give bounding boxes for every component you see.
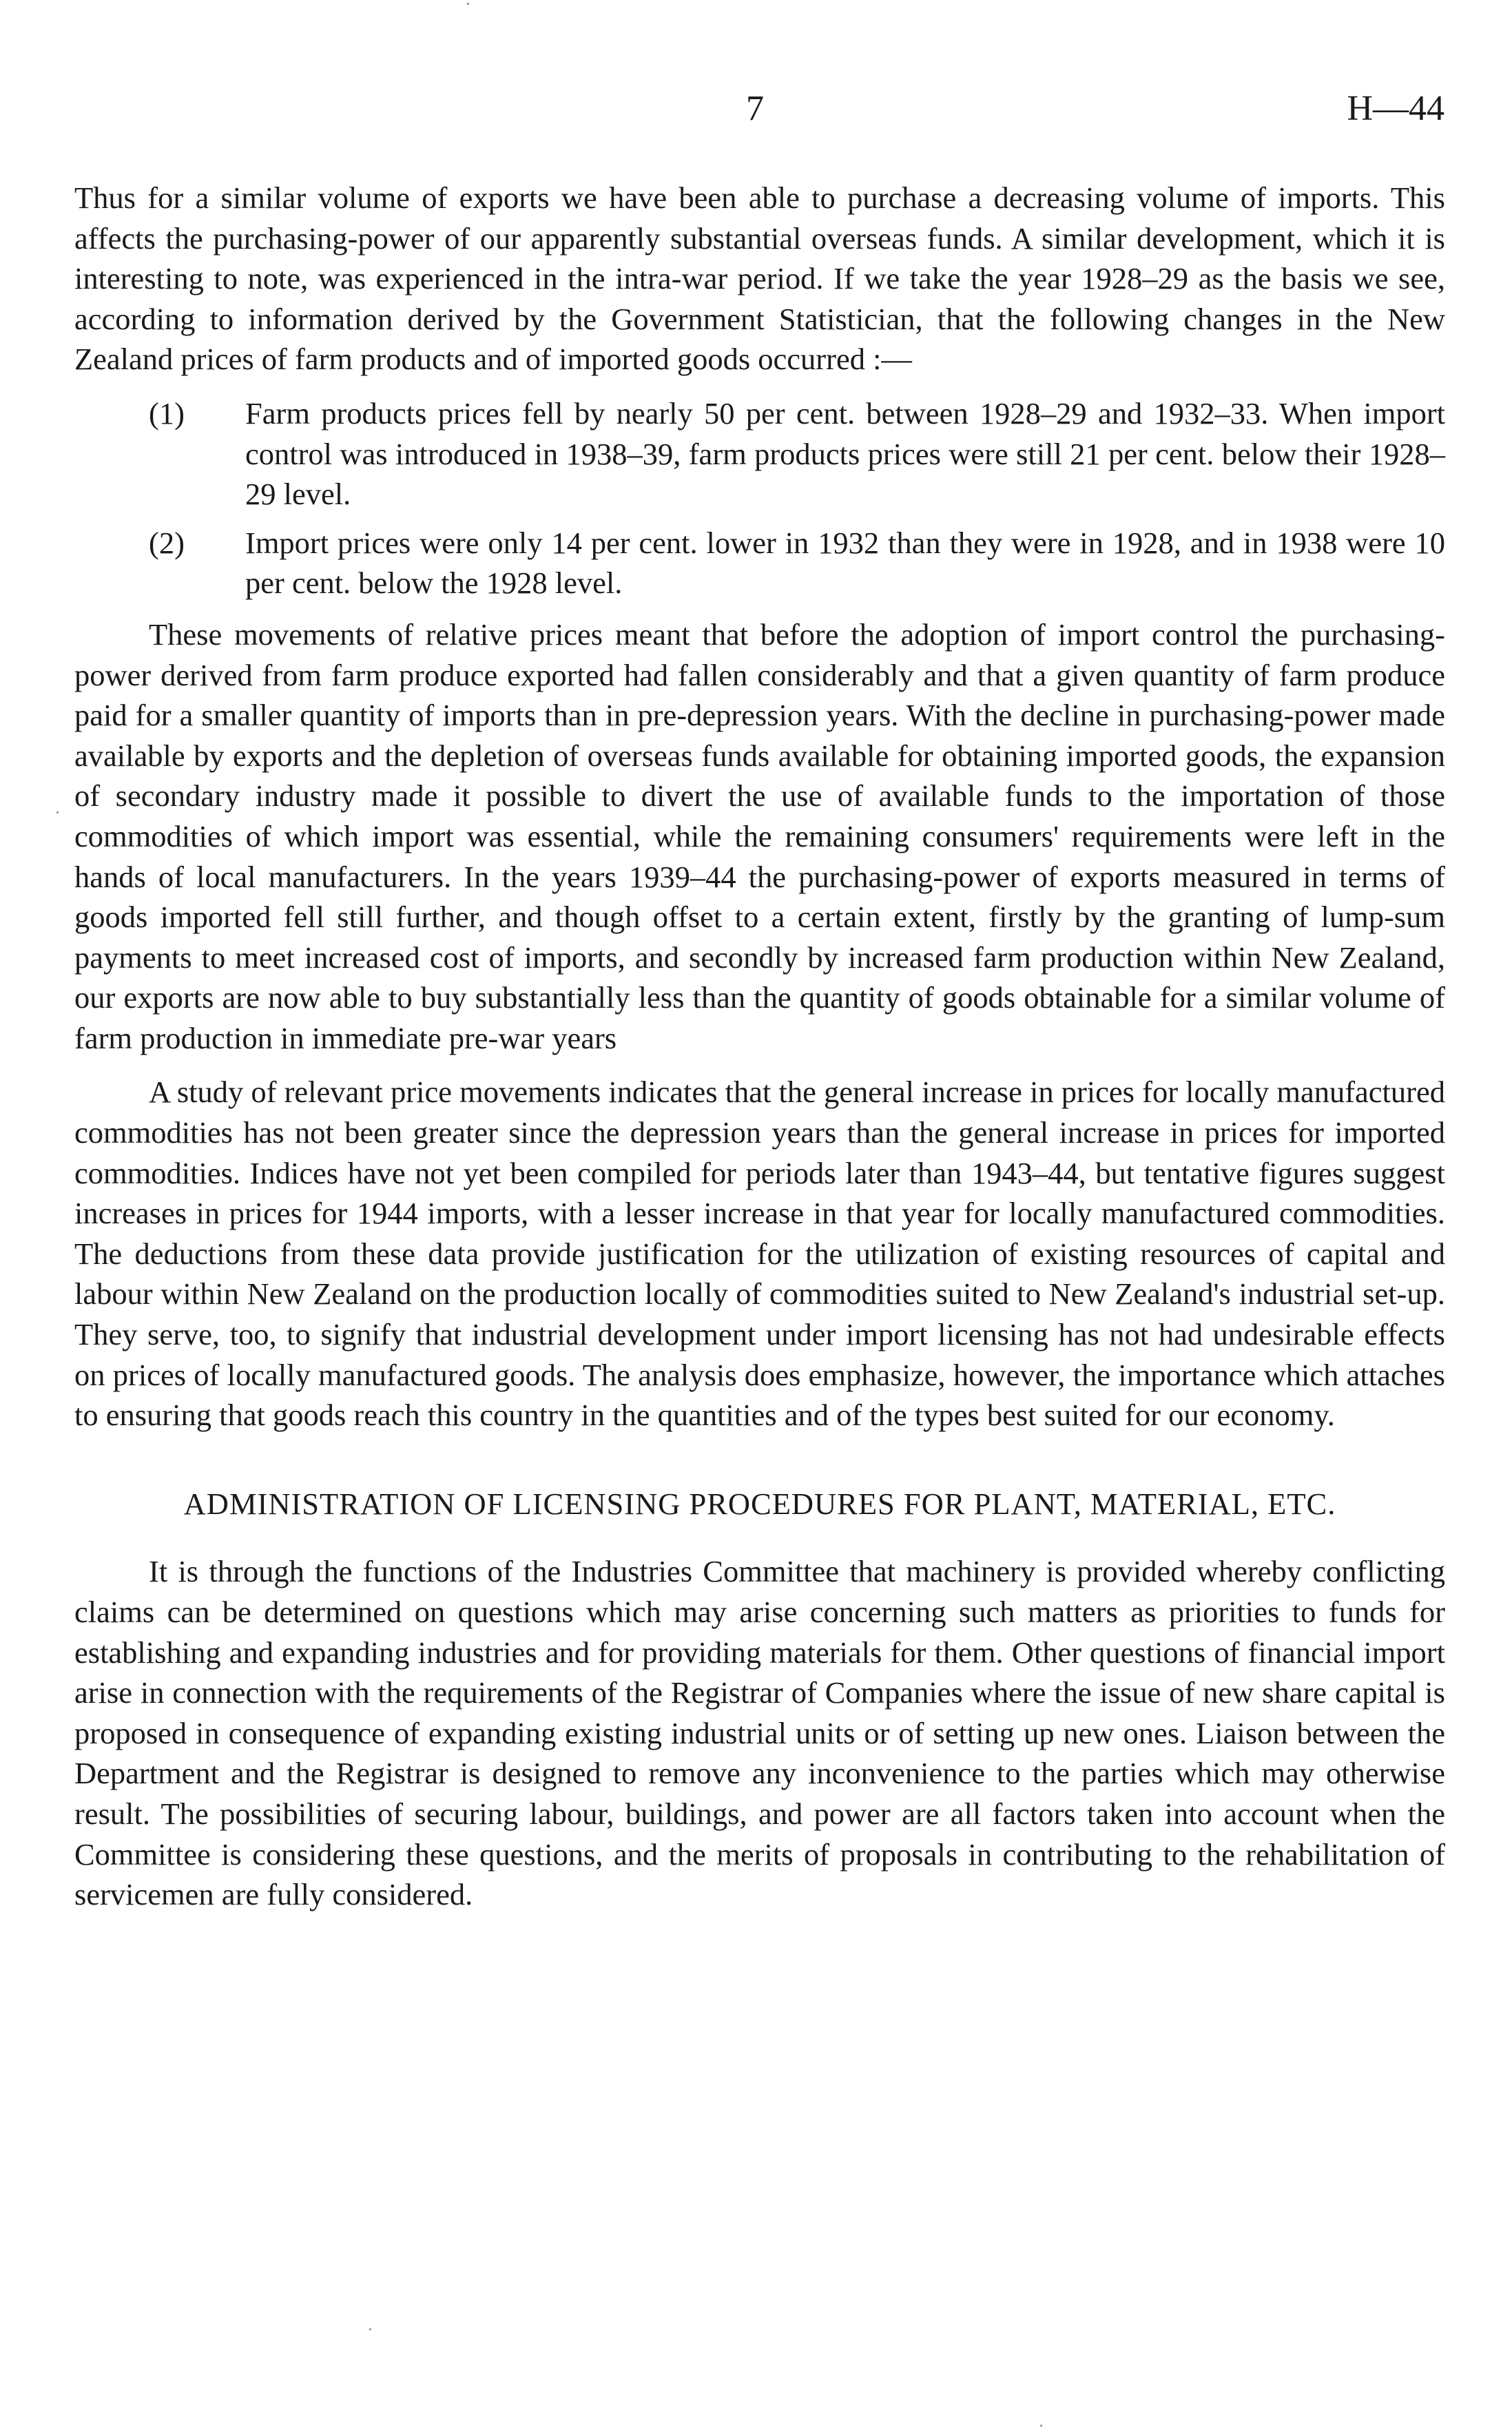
paragraph-industries-committee: It is through the functions of the Industries Committee that machinery is provided whereby conflicting claims can be determined on questions which may arise concerning such matters as priorities to funds for establishing and expanding industries and for providing materials for them. Other questions of financial import arise in connection with the requirements of the Registrar of Companies where the issue of new share capital is proposed in consequence of expanding existing industrial units or of setting up new ones. Liaison between the Department and the Registrar is designed to remove any inconvenience to the parties which may otherwise result. The possibilities of securing labour, buildings, and power are all factors taken into account when the Committee is considering these questions, and the merits of proposals in contributing to the rehabilitation of servicemen are fully considered. <box>74 1554 1445 1912</box>
document-reference: H—44 <box>1347 89 1444 128</box>
list-item-marker: (2) <box>149 525 185 560</box>
page-header <box>0 88 1512 136</box>
list-item-text: Farm products prices fell by nearly 50 per cent. between 1928–29 and 1932–33. When import control was introduced in 1938–39, farm products prices were still 21 per cent. below their 1928–29 level. <box>245 395 1445 512</box>
paragraph-price-movements: A study of relevant price movements indicates that the general increase in prices for locally manufactured commodities has not been greater since the depression years than the general increase in prices for imported commodities. Indices have not yet been compiled for periods later than 1943–44, but tentative figures suggest increases in prices for 1944 imports, with a lesser increase in that year for locally manufactured commodities. The deductions from these data provide justification for the utilization of existing resources of capital and labour within New Zealand on the production locally of commodities suited to New Zealand's industrial set-up. They serve, too, to signify that industrial development under import licensing has not had undesirable effects on prices of locally manufactured goods. The analysis does emphasize, however, the importance which attaches to ensuring that goods reach this country in the quantities and of the types best suited for our economy. <box>74 1075 1445 1433</box>
paragraph-relative-prices: These movements of relative prices meant that before the adoption of import control the purchasing-power derived from farm produce exported had fallen considerably and that a given quantity of farm produce paid for a smaller quantity of imports than in pre-depression years. With the decline in purchasing-power made available by exports and the depletion of overseas funds available for obtaining imported goods, the expansion of secondary industry made it possible to divert the use of available funds to the importation of those commodities of which import was essential, while the remaining consumers' requirements were left in the hands of local manufacturers. In the years 1939–44 the purchasing-power of exports measured in terms of goods imported fell still further, and though offset to a certain extent, firstly by the granting of lump-sum payments to meet increased cost of imports, and secondly by increased farm production within New Zealand, our exports are now able to buy substantially less than the quantity of goods obtainable for a similar volume of farm production in immediate pre-war years <box>74 616 1445 1055</box>
list-item <box>74 393 1445 515</box>
list-item <box>74 523 1445 603</box>
scan-speck <box>56 811 59 814</box>
price-changes-list <box>74 393 1445 603</box>
scan-speck <box>467 3 469 5</box>
paragraph-intro: Thus for a similar volume of exports we have been able to purchase a decreasing volume of imports. This affects the purchasing-power of our apparently substantial overseas funds. A similar development, which it is interesting to note, was experienced in the intra-war period. If we take the year 1928–29 as the basis we see, according to information derived by the Government Statistician, that the following changes in the New Zealand prices of farm products and of imported goods occurred :— <box>74 180 1445 377</box>
scan-speck <box>369 2328 371 2330</box>
page-number: 7 <box>746 89 764 128</box>
list-item-marker: (1) <box>149 395 185 431</box>
section-heading: ADMINISTRATION OF LICENSING PROCEDURES FOR PLANT, MATERIAL, ETC. <box>183 1486 1336 1521</box>
scan-speck <box>1040 2425 1042 2427</box>
list-item-text: Import prices were only 14 per cent. lower in 1932 than they were in 1928, and in 1938 were 10 per cent. below the 1928 level. <box>245 525 1445 601</box>
document-body <box>74 178 1445 1929</box>
